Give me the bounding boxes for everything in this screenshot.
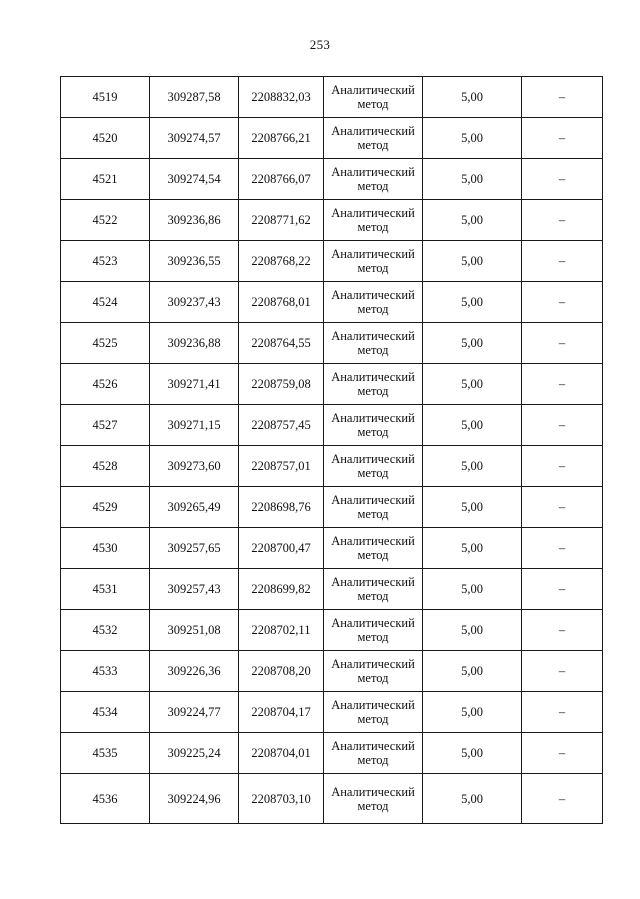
method-line-2: метод <box>357 179 389 193</box>
method-line-1: Аналитический <box>331 165 415 179</box>
table-row-4526 <box>61 364 603 405</box>
note-cell: – <box>522 282 603 323</box>
y-coordinate-cell: 2208768,22 <box>239 241 324 282</box>
method-line-2: метод <box>357 712 389 726</box>
note-cell: – <box>522 651 603 692</box>
x-coordinate-cell: 309273,60 <box>150 446 239 487</box>
y-coordinate-cell: 2208757,45 <box>239 405 324 446</box>
table-row-4532 <box>61 610 603 651</box>
x-coordinate-cell: 309287,58 <box>150 77 239 118</box>
x-coordinate-cell: 309257,43 <box>150 569 239 610</box>
table-row-4534 <box>61 692 603 733</box>
method-line-1: Аналитический <box>331 657 415 671</box>
method-line-1: Аналитический <box>331 411 415 425</box>
method-cell <box>324 569 423 610</box>
y-coordinate-cell: 2208766,21 <box>239 118 324 159</box>
table-row-4536 <box>61 774 603 824</box>
accuracy-cell: 5,00 <box>423 159 522 200</box>
accuracy-cell: 5,00 <box>423 487 522 528</box>
x-coordinate-cell: 309251,08 <box>150 610 239 651</box>
method-cell <box>324 487 423 528</box>
method-cell <box>324 405 423 446</box>
accuracy-cell: 5,00 <box>423 405 522 446</box>
x-coordinate-cell: 309257,65 <box>150 528 239 569</box>
table-row-4525 <box>61 323 603 364</box>
method-line-2: метод <box>357 384 389 398</box>
method-line-1: Аналитический <box>331 247 415 261</box>
x-coordinate-cell: 309236,88 <box>150 323 239 364</box>
y-coordinate-cell: 2208764,55 <box>239 323 324 364</box>
table-row-4528 <box>61 446 603 487</box>
accuracy-cell: 5,00 <box>423 733 522 774</box>
x-coordinate-cell: 309224,96 <box>150 774 239 824</box>
method-line-2: метод <box>357 138 389 152</box>
table-row-4527 <box>61 405 603 446</box>
accuracy-cell: 5,00 <box>423 774 522 824</box>
y-coordinate-cell: 2208759,08 <box>239 364 324 405</box>
method-line-2: метод <box>357 302 389 316</box>
method-line-2: метод <box>357 220 389 234</box>
note-cell: – <box>522 77 603 118</box>
accuracy-cell: 5,00 <box>423 118 522 159</box>
method-cell <box>324 610 423 651</box>
table-row-4521 <box>61 159 603 200</box>
accuracy-cell: 5,00 <box>423 323 522 364</box>
method-cell <box>324 118 423 159</box>
accuracy-cell: 5,00 <box>423 282 522 323</box>
note-cell: – <box>522 364 603 405</box>
x-coordinate-cell: 309274,54 <box>150 159 239 200</box>
point-number-cell: 4523 <box>61 241 150 282</box>
note-cell: – <box>522 446 603 487</box>
table-row-4533 <box>61 651 603 692</box>
table-row-4519 <box>61 77 603 118</box>
method-line-1: Аналитический <box>331 493 415 507</box>
x-coordinate-cell: 309236,86 <box>150 200 239 241</box>
point-number-cell: 4527 <box>61 405 150 446</box>
point-number-cell: 4531 <box>61 569 150 610</box>
method-line-2: метод <box>357 261 389 275</box>
point-number-cell: 4519 <box>61 77 150 118</box>
method-cell <box>324 733 423 774</box>
method-line-2: метод <box>357 425 389 439</box>
note-cell: – <box>522 405 603 446</box>
method-line-1: Аналитический <box>331 288 415 302</box>
method-line-1: Аналитический <box>331 452 415 466</box>
method-cell <box>324 282 423 323</box>
y-coordinate-cell: 2208700,47 <box>239 528 324 569</box>
coordinates-table-body <box>61 77 603 824</box>
x-coordinate-cell: 309225,24 <box>150 733 239 774</box>
table-row-4535 <box>61 733 603 774</box>
method-line-1: Аналитический <box>331 124 415 138</box>
method-line-2: метод <box>357 466 389 480</box>
note-cell: – <box>522 241 603 282</box>
x-coordinate-cell: 309224,77 <box>150 692 239 733</box>
y-coordinate-cell: 2208832,03 <box>239 77 324 118</box>
note-cell: – <box>522 528 603 569</box>
x-coordinate-cell: 309236,55 <box>150 241 239 282</box>
method-cell <box>324 651 423 692</box>
note-cell: – <box>522 200 603 241</box>
method-cell <box>324 241 423 282</box>
accuracy-cell: 5,00 <box>423 569 522 610</box>
page-number: 253 <box>309 37 331 52</box>
method-cell <box>324 692 423 733</box>
accuracy-cell: 5,00 <box>423 651 522 692</box>
point-number-cell: 4530 <box>61 528 150 569</box>
note-cell: – <box>522 569 603 610</box>
point-number-cell: 4526 <box>61 364 150 405</box>
method-line-2: метод <box>357 548 389 562</box>
y-coordinate-cell: 2208699,82 <box>239 569 324 610</box>
method-cell <box>324 774 423 824</box>
method-cell <box>324 364 423 405</box>
accuracy-cell: 5,00 <box>423 446 522 487</box>
note-cell: – <box>522 159 603 200</box>
y-coordinate-cell: 2208768,01 <box>239 282 324 323</box>
method-line-2: метод <box>357 671 389 685</box>
method-cell <box>324 323 423 364</box>
accuracy-cell: 5,00 <box>423 241 522 282</box>
point-number-cell: 4522 <box>61 200 150 241</box>
method-line-1: Аналитический <box>331 206 415 220</box>
table-row-4522 <box>61 200 603 241</box>
x-coordinate-cell: 309237,43 <box>150 282 239 323</box>
method-cell <box>324 159 423 200</box>
method-line-1: Аналитический <box>331 83 415 97</box>
table-row-4520 <box>61 118 603 159</box>
method-line-1: Аналитический <box>331 784 415 799</box>
point-number-cell: 4521 <box>61 159 150 200</box>
accuracy-cell: 5,00 <box>423 77 522 118</box>
y-coordinate-cell: 2208704,01 <box>239 733 324 774</box>
method-line-1: Аналитический <box>331 616 415 630</box>
note-cell: – <box>522 323 603 364</box>
note-cell: – <box>522 733 603 774</box>
method-line-1: Аналитический <box>331 370 415 384</box>
x-coordinate-cell: 309271,15 <box>150 405 239 446</box>
note-cell: – <box>522 774 603 824</box>
point-number-cell: 4528 <box>61 446 150 487</box>
accuracy-cell: 5,00 <box>423 364 522 405</box>
accuracy-cell: 5,00 <box>423 528 522 569</box>
point-number-cell: 4524 <box>61 282 150 323</box>
method-line-2: метод <box>357 589 389 603</box>
table-row-4529 <box>61 487 603 528</box>
x-coordinate-cell: 309274,57 <box>150 118 239 159</box>
note-cell: – <box>522 487 603 528</box>
x-coordinate-cell: 309226,36 <box>150 651 239 692</box>
method-cell <box>324 77 423 118</box>
x-coordinate-cell: 309265,49 <box>150 487 239 528</box>
method-line-2: метод <box>357 798 389 813</box>
point-number-cell: 4534 <box>61 692 150 733</box>
method-line-2: метод <box>357 630 389 644</box>
note-cell: – <box>522 692 603 733</box>
note-cell: – <box>522 610 603 651</box>
y-coordinate-cell: 2208702,11 <box>239 610 324 651</box>
point-number-cell: 4520 <box>61 118 150 159</box>
note-cell: – <box>522 118 603 159</box>
method-cell <box>324 200 423 241</box>
method-cell <box>324 446 423 487</box>
method-line-2: метод <box>357 507 389 521</box>
table-row-4531 <box>61 569 603 610</box>
point-number-cell: 4536 <box>61 774 150 824</box>
method-line-1: Аналитический <box>331 329 415 343</box>
point-number-cell: 4533 <box>61 651 150 692</box>
y-coordinate-cell: 2208771,62 <box>239 200 324 241</box>
method-line-1: Аналитический <box>331 698 415 712</box>
method-line-2: метод <box>357 343 389 357</box>
point-number-cell: 4525 <box>61 323 150 364</box>
accuracy-cell: 5,00 <box>423 200 522 241</box>
coordinates-table <box>60 76 603 824</box>
method-line-1: Аналитический <box>331 739 415 753</box>
y-coordinate-cell: 2208766,07 <box>239 159 324 200</box>
table-row-4530 <box>61 528 603 569</box>
method-line-2: метод <box>357 97 389 111</box>
method-cell <box>324 528 423 569</box>
y-coordinate-cell: 2208704,17 <box>239 692 324 733</box>
y-coordinate-cell: 2208703,10 <box>239 774 324 824</box>
y-coordinate-cell: 2208708,20 <box>239 651 324 692</box>
accuracy-cell: 5,00 <box>423 692 522 733</box>
y-coordinate-cell: 2208757,01 <box>239 446 324 487</box>
method-line-1: Аналитический <box>331 575 415 589</box>
accuracy-cell: 5,00 <box>423 610 522 651</box>
x-coordinate-cell: 309271,41 <box>150 364 239 405</box>
method-line-1: Аналитический <box>331 534 415 548</box>
y-coordinate-cell: 2208698,76 <box>239 487 324 528</box>
point-number-cell: 4529 <box>61 487 150 528</box>
point-number-cell: 4535 <box>61 733 150 774</box>
table-row-4524 <box>61 282 603 323</box>
table-row-4523 <box>61 241 603 282</box>
method-line-2: метод <box>357 753 389 767</box>
point-number-cell: 4532 <box>61 610 150 651</box>
